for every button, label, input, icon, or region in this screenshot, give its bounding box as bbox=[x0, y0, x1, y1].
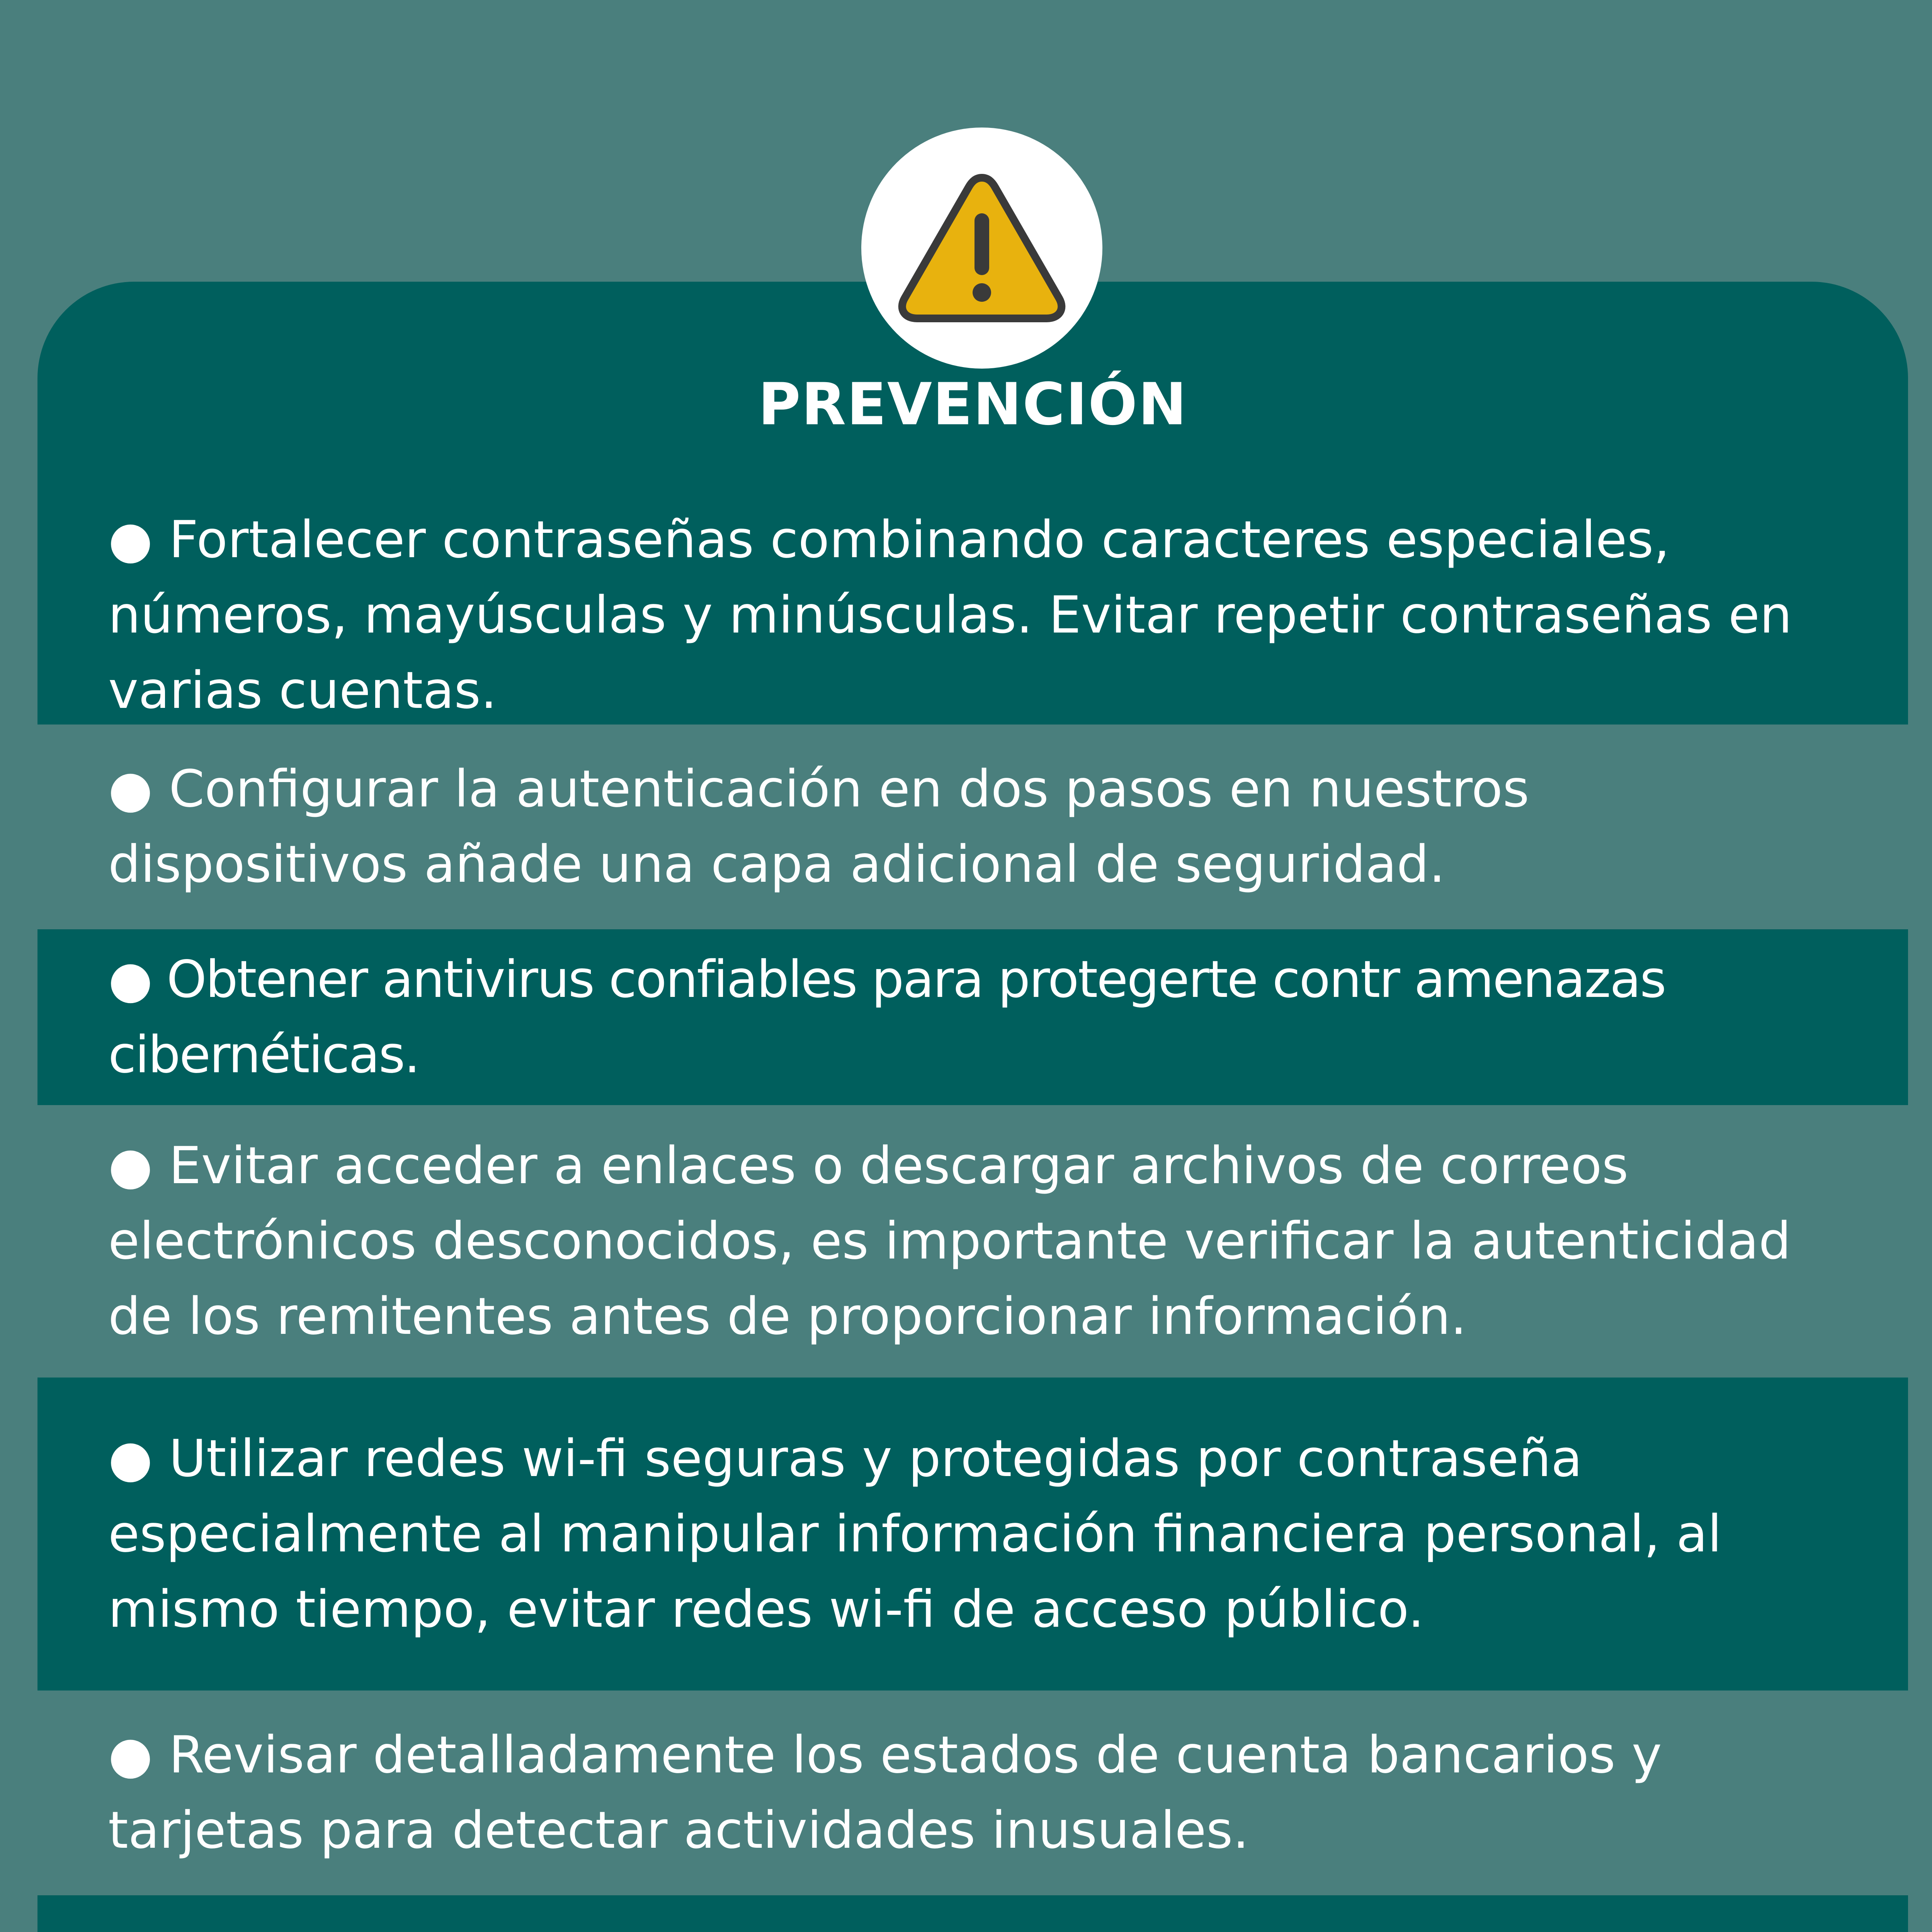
list-item-text: ● Obtener antivirus confiables para protegerte contr amenazas cibernéticas. bbox=[108, 949, 1665, 1085]
list-item bbox=[37, 724, 1908, 929]
list-item bbox=[37, 1895, 1908, 1932]
list-item-text: ● Evitar acceder a enlaces o descargar archivos de correos electrónicos desconocidos, es importante verificar la autenticidad de los remitentes antes de proporcionar información. bbox=[108, 1136, 1791, 1346]
list-item bbox=[37, 1105, 1908, 1378]
list-item-text: ● Utilizar redes wi-fi seguras y protegidas por contraseña especialmente al manipular información financiera personal, al mismo tiempo, evitar redes wi-fi de acceso público. bbox=[108, 1429, 1722, 1639]
list-item-text: ● Fortalecer contraseñas combinando caracteres especiales, números, mayúsculas y minúsculas. Evitar repetir contraseñas en varias cuentas. bbox=[108, 510, 1792, 720]
list-item bbox=[37, 1378, 1908, 1690]
list-item bbox=[37, 1690, 1908, 1895]
list-item bbox=[37, 929, 1908, 1105]
warning-badge bbox=[861, 128, 1102, 369]
page-title: PREVENCIÓN bbox=[758, 371, 1187, 438]
list-item bbox=[37, 506, 1908, 724]
list-item-text: ● Revisar detalladamente los estados de cuenta bancarios y tarjetas para detectar actividades inusuales. bbox=[108, 1725, 1662, 1860]
warning-triangle-icon bbox=[897, 171, 1067, 325]
list-item-text: ● Configurar la autenticación en dos pasos en nuestros dispositivos añade una capa adicional de seguridad. bbox=[108, 759, 1529, 894]
